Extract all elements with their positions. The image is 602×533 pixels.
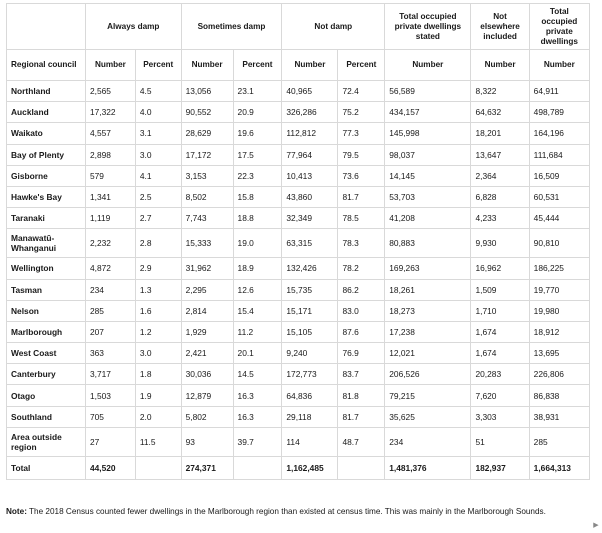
sometimes-damp-percent: 18.9 xyxy=(233,258,282,279)
header-percent: Percent xyxy=(135,50,181,81)
header-number: Number xyxy=(85,50,135,81)
always-damp-number: 2,565 xyxy=(85,81,135,102)
header-number: Number xyxy=(471,50,529,81)
not-damp-number: 10,413 xyxy=(282,165,338,186)
total-occupied-number: 45,444 xyxy=(529,208,589,229)
total-occupied-number: 64,911 xyxy=(529,81,589,102)
total-stated-number: 206,526 xyxy=(385,364,471,385)
damp-dwellings-table xyxy=(6,3,590,480)
sometimes-damp-percent: 20.1 xyxy=(233,343,282,364)
total-not-elsewhere-number: 182,937 xyxy=(471,456,529,479)
sometimes-damp-percent: 12.6 xyxy=(233,279,282,300)
always-damp-percent: 2.5 xyxy=(135,186,181,207)
sometimes-damp-number: 90,552 xyxy=(181,102,233,123)
total-region-cell: Total xyxy=(7,456,86,479)
total-stated-number: 17,238 xyxy=(385,321,471,342)
sometimes-damp-number: 31,962 xyxy=(181,258,233,279)
not-elsewhere-number: 6,828 xyxy=(471,186,529,207)
always-damp-number: 1,119 xyxy=(85,208,135,229)
always-damp-number: 4,872 xyxy=(85,258,135,279)
sometimes-damp-number: 5,802 xyxy=(181,406,233,427)
not-damp-number: 132,426 xyxy=(282,258,338,279)
total-stated-number: 12,021 xyxy=(385,343,471,364)
table-row xyxy=(7,102,590,123)
always-damp-number: 2,232 xyxy=(85,229,135,258)
header-percent: Percent xyxy=(233,50,282,81)
not-damp-number: 112,812 xyxy=(282,123,338,144)
always-damp-percent: 1.8 xyxy=(135,364,181,385)
always-damp-number: 363 xyxy=(85,343,135,364)
sometimes-damp-percent: 20.9 xyxy=(233,102,282,123)
total-sometimes-damp-percent xyxy=(233,456,282,479)
header-total-stated: Total occupied private dwellings stated xyxy=(385,4,471,50)
sometimes-damp-number: 17,172 xyxy=(181,144,233,165)
not-damp-percent: 81.7 xyxy=(338,186,385,207)
always-damp-number: 1,503 xyxy=(85,385,135,406)
always-damp-percent: 3.1 xyxy=(135,123,181,144)
not-elsewhere-number: 8,322 xyxy=(471,81,529,102)
always-damp-number: 579 xyxy=(85,165,135,186)
sometimes-damp-number: 93 xyxy=(181,427,233,456)
region-cell: Waikato xyxy=(7,123,86,144)
sometimes-damp-percent: 19.6 xyxy=(233,123,282,144)
not-damp-number: 43,860 xyxy=(282,186,338,207)
not-damp-number: 172,773 xyxy=(282,364,338,385)
total-occupied-number: 86,838 xyxy=(529,385,589,406)
sometimes-damp-number: 2,295 xyxy=(181,279,233,300)
table-row xyxy=(7,165,590,186)
total-occupied-number: 16,509 xyxy=(529,165,589,186)
not-damp-number: 64,836 xyxy=(282,385,338,406)
sometimes-damp-number: 12,879 xyxy=(181,385,233,406)
total-stated-number: 234 xyxy=(385,427,471,456)
header-not-damp: Not damp xyxy=(282,4,385,50)
not-damp-number: 15,105 xyxy=(282,321,338,342)
always-damp-percent: 3.0 xyxy=(135,144,181,165)
region-cell: Manawatū-Whanganui xyxy=(7,229,86,258)
not-elsewhere-number: 4,233 xyxy=(471,208,529,229)
always-damp-percent: 3.0 xyxy=(135,343,181,364)
always-damp-percent: 1.6 xyxy=(135,300,181,321)
sometimes-damp-number: 13,056 xyxy=(181,81,233,102)
not-elsewhere-number: 16,962 xyxy=(471,258,529,279)
total-stated-number: 434,157 xyxy=(385,102,471,123)
total-stated-number: 18,261 xyxy=(385,279,471,300)
not-damp-percent: 83.0 xyxy=(338,300,385,321)
total-not-damp-percent xyxy=(338,456,385,479)
total-stated-number: 41,208 xyxy=(385,208,471,229)
sometimes-damp-number: 30,036 xyxy=(181,364,233,385)
table-row xyxy=(7,229,590,258)
always-damp-percent: 1.9 xyxy=(135,385,181,406)
table-row xyxy=(7,300,590,321)
table-body xyxy=(7,81,590,480)
total-occupied-number: 19,980 xyxy=(529,300,589,321)
region-cell: Otago xyxy=(7,385,86,406)
sometimes-damp-number: 8,502 xyxy=(181,186,233,207)
not-damp-number: 9,240 xyxy=(282,343,338,364)
total-occupied-number: 38,931 xyxy=(529,406,589,427)
region-cell: Bay of Plenty xyxy=(7,144,86,165)
table-row xyxy=(7,81,590,102)
total-occupied-number: 186,225 xyxy=(529,258,589,279)
table-row xyxy=(7,279,590,300)
total-occupied-number: 111,684 xyxy=(529,144,589,165)
not-damp-number: 40,965 xyxy=(282,81,338,102)
not-damp-number: 15,735 xyxy=(282,279,338,300)
total-stated-number: 56,589 xyxy=(385,81,471,102)
sometimes-damp-percent: 14.5 xyxy=(233,364,282,385)
always-damp-number: 285 xyxy=(85,300,135,321)
always-damp-number: 1,341 xyxy=(85,186,135,207)
always-damp-number: 17,322 xyxy=(85,102,135,123)
group-header-row xyxy=(7,4,590,50)
region-cell: Southland xyxy=(7,406,86,427)
region-cell: Tasman xyxy=(7,279,86,300)
always-damp-percent: 1.3 xyxy=(135,279,181,300)
region-cell: West Coast xyxy=(7,343,86,364)
table-row xyxy=(7,427,590,456)
sometimes-damp-number: 15,333 xyxy=(181,229,233,258)
total-stated-number: 14,145 xyxy=(385,165,471,186)
header-regional-council: Regional council xyxy=(7,50,86,81)
not-damp-percent: 78.3 xyxy=(338,229,385,258)
always-damp-number: 207 xyxy=(85,321,135,342)
header-number: Number xyxy=(385,50,471,81)
sometimes-damp-percent: 15.8 xyxy=(233,186,282,207)
not-damp-number: 326,286 xyxy=(282,102,338,123)
header-sometimes-damp: Sometimes damp xyxy=(181,4,282,50)
not-damp-number: 32,349 xyxy=(282,208,338,229)
header-percent: Percent xyxy=(338,50,385,81)
header-number: Number xyxy=(181,50,233,81)
not-damp-percent: 48.7 xyxy=(338,427,385,456)
not-damp-number: 29,118 xyxy=(282,406,338,427)
not-damp-number: 63,315 xyxy=(282,229,338,258)
total-stated-number: 53,703 xyxy=(385,186,471,207)
sometimes-damp-percent: 19.0 xyxy=(233,229,282,258)
total-occupied-number: 498,789 xyxy=(529,102,589,123)
sometimes-damp-number: 3,153 xyxy=(181,165,233,186)
always-damp-percent: 1.2 xyxy=(135,321,181,342)
not-damp-percent: 81.7 xyxy=(338,406,385,427)
always-damp-number: 4,557 xyxy=(85,123,135,144)
not-elsewhere-number: 18,201 xyxy=(471,123,529,144)
not-elsewhere-number: 13,647 xyxy=(471,144,529,165)
total-occupied-number: 90,810 xyxy=(529,229,589,258)
note-label: Note: xyxy=(6,507,27,516)
sometimes-damp-number: 28,629 xyxy=(181,123,233,144)
region-cell: Auckland xyxy=(7,102,86,123)
always-damp-percent: 2.0 xyxy=(135,406,181,427)
not-damp-percent: 81.8 xyxy=(338,385,385,406)
total-occupied-number: 60,531 xyxy=(529,186,589,207)
always-damp-percent: 2.9 xyxy=(135,258,181,279)
not-damp-percent: 78.5 xyxy=(338,208,385,229)
region-cell: Gisborne xyxy=(7,165,86,186)
always-damp-percent: 4.0 xyxy=(135,102,181,123)
table-row xyxy=(7,364,590,385)
table-row xyxy=(7,186,590,207)
sometimes-damp-percent: 22.3 xyxy=(233,165,282,186)
always-damp-percent: 11.5 xyxy=(135,427,181,456)
total-occupied-number: 18,912 xyxy=(529,321,589,342)
total-stated-number: 79,215 xyxy=(385,385,471,406)
not-damp-number: 15,171 xyxy=(282,300,338,321)
total-occupied-number: 19,770 xyxy=(529,279,589,300)
table-row xyxy=(7,385,590,406)
not-damp-percent: 72.4 xyxy=(338,81,385,102)
table-note xyxy=(6,507,566,517)
not-damp-percent: 75.2 xyxy=(338,102,385,123)
not-elsewhere-number: 51 xyxy=(471,427,529,456)
not-damp-percent: 79.5 xyxy=(338,144,385,165)
always-damp-number: 3,717 xyxy=(85,364,135,385)
total-total-occupied-number: 1,664,313 xyxy=(529,456,589,479)
not-damp-percent: 78.2 xyxy=(338,258,385,279)
not-damp-number: 114 xyxy=(282,427,338,456)
not-elsewhere-number: 64,632 xyxy=(471,102,529,123)
damp-dwellings-table-container xyxy=(6,3,590,480)
total-stated-number: 35,625 xyxy=(385,406,471,427)
region-cell: Nelson xyxy=(7,300,86,321)
total-occupied-number: 13,695 xyxy=(529,343,589,364)
total-stated-number: 80,883 xyxy=(385,229,471,258)
sometimes-damp-percent: 11.2 xyxy=(233,321,282,342)
total-always-damp-percent xyxy=(135,456,181,479)
sometimes-damp-percent: 39.7 xyxy=(233,427,282,456)
total-occupied-number: 226,806 xyxy=(529,364,589,385)
header-number: Number xyxy=(282,50,338,81)
not-damp-percent: 73.6 xyxy=(338,165,385,186)
region-cell: Northland xyxy=(7,81,86,102)
table-row xyxy=(7,208,590,229)
sometimes-damp-percent: 16.3 xyxy=(233,385,282,406)
not-elsewhere-number: 3,303 xyxy=(471,406,529,427)
region-cell: Area outside region xyxy=(7,427,86,456)
table-row xyxy=(7,343,590,364)
table-row xyxy=(7,406,590,427)
sometimes-damp-percent: 23.1 xyxy=(233,81,282,102)
header-total-occupied: Total occupied private dwellings xyxy=(529,4,589,50)
table-row xyxy=(7,144,590,165)
total-stated-number: 169,263 xyxy=(385,258,471,279)
table-row xyxy=(7,258,590,279)
not-elsewhere-number: 1,674 xyxy=(471,321,529,342)
always-damp-percent: 4.1 xyxy=(135,165,181,186)
total-occupied-number: 164,196 xyxy=(529,123,589,144)
region-cell: Wellington xyxy=(7,258,86,279)
always-damp-percent: 2.8 xyxy=(135,229,181,258)
table-row xyxy=(7,321,590,342)
region-cell: Taranaki xyxy=(7,208,86,229)
total-occupied-number: 285 xyxy=(529,427,589,456)
total-total-stated-number: 1,481,376 xyxy=(385,456,471,479)
sometimes-damp-percent: 18.8 xyxy=(233,208,282,229)
always-damp-number: 2,898 xyxy=(85,144,135,165)
not-elsewhere-number: 1,674 xyxy=(471,343,529,364)
region-cell: Canterbury xyxy=(7,364,86,385)
total-stated-number: 18,273 xyxy=(385,300,471,321)
sometimes-damp-number: 7,743 xyxy=(181,208,233,229)
always-damp-number: 705 xyxy=(85,406,135,427)
sub-header-row xyxy=(7,50,590,81)
always-damp-number: 234 xyxy=(85,279,135,300)
total-row xyxy=(7,456,590,479)
header-number: Number xyxy=(529,50,589,81)
sometimes-damp-percent: 16.3 xyxy=(233,406,282,427)
header-always-damp: Always damp xyxy=(85,4,181,50)
not-damp-number: 77,964 xyxy=(282,144,338,165)
scroll-down-icon[interactable]: ▶ xyxy=(593,522,599,529)
corner-cell xyxy=(7,4,86,50)
total-sometimes-damp-number: 274,371 xyxy=(181,456,233,479)
sometimes-damp-number: 1,929 xyxy=(181,321,233,342)
not-damp-percent: 77.3 xyxy=(338,123,385,144)
sometimes-damp-percent: 17.5 xyxy=(233,144,282,165)
not-elsewhere-number: 9,930 xyxy=(471,229,529,258)
table-row xyxy=(7,123,590,144)
sometimes-damp-percent: 15.4 xyxy=(233,300,282,321)
not-damp-percent: 87.6 xyxy=(338,321,385,342)
always-damp-percent: 4.5 xyxy=(135,81,181,102)
total-always-damp-number: 44,520 xyxy=(85,456,135,479)
region-cell: Hawke's Bay xyxy=(7,186,86,207)
sometimes-damp-number: 2,421 xyxy=(181,343,233,364)
not-elsewhere-number: 20,283 xyxy=(471,364,529,385)
not-damp-percent: 76.9 xyxy=(338,343,385,364)
total-stated-number: 98,037 xyxy=(385,144,471,165)
not-damp-percent: 86.2 xyxy=(338,279,385,300)
always-damp-percent: 2.7 xyxy=(135,208,181,229)
not-elsewhere-number: 1,509 xyxy=(471,279,529,300)
total-not-damp-number: 1,162,485 xyxy=(282,456,338,479)
not-elsewhere-number: 1,710 xyxy=(471,300,529,321)
not-elsewhere-number: 7,620 xyxy=(471,385,529,406)
total-stated-number: 145,998 xyxy=(385,123,471,144)
sometimes-damp-number: 2,814 xyxy=(181,300,233,321)
not-damp-percent: 83.7 xyxy=(338,364,385,385)
note-text: The 2018 Census counted fewer dwellings in the Marlborough region than existed at census time. This was mainly in the Marlborough Sounds. xyxy=(26,507,546,516)
not-elsewhere-number: 2,364 xyxy=(471,165,529,186)
always-damp-number: 27 xyxy=(85,427,135,456)
header-not-elsewhere-included: Not elsewhere included xyxy=(471,4,529,50)
region-cell: Marlborough xyxy=(7,321,86,342)
